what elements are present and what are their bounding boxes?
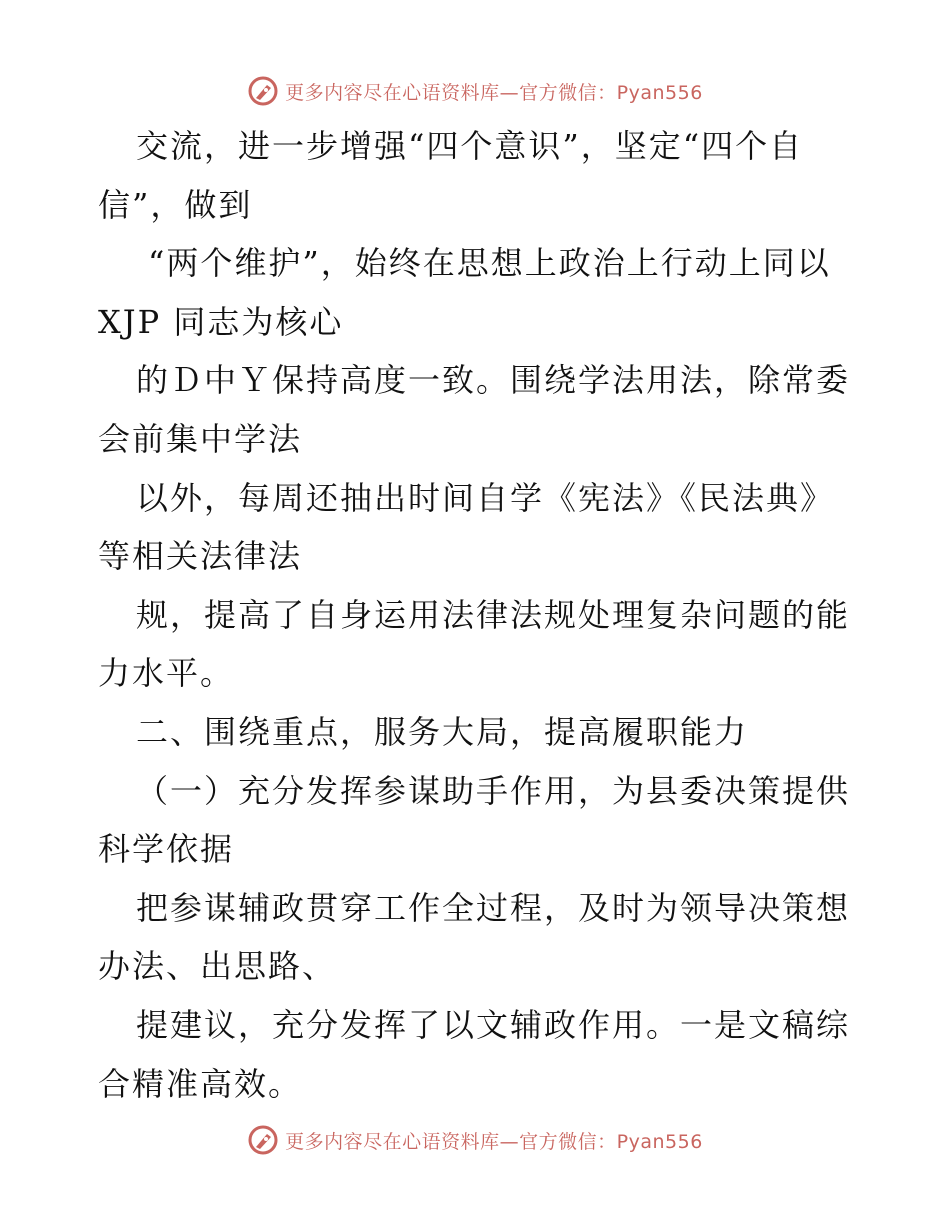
text-line: 信”，做到 [98,185,253,224]
footer-banner [0,1120,950,1160]
text-line: 规，提高了自身运用法律法规处理复杂问题的能 [136,595,851,634]
document-body [98,117,858,1113]
text-line: 合精准高效。 [98,1064,303,1103]
subsection-heading: （一）充分发挥参谋助手作用，为县委决策提供 [136,771,851,810]
text-line: 办法、出思路、 [98,947,337,986]
text-line: 科学依据 [98,830,235,869]
text-line: 提建议，充分发挥了以文辅政作用。一是文稿综 [136,1005,851,1044]
text-line: 把参谋辅政贯穿工作全过程，及时为领导决策想 [136,888,851,927]
text-line: “两个维护”，始终在思想上政治上行动上同以 [148,244,831,283]
text-line: 会前集中学法 [98,419,303,458]
header-banner [0,71,950,111]
text-line: 以外，每周还抽出时间自学《宪法》《民法典》 [136,478,835,517]
text-line: XJP 同志为核心 [98,302,344,341]
text-line: 交流，进一步增强“四个意识”，坚定“四个自 [136,127,804,165]
text-line: 的Ｄ中Ｙ保持高度一致。围绕学法用法，除常委 [136,361,851,400]
footer-banner-text: 更多内容尽在心语资料库—官方微信：Pyan556 [285,1130,703,1153]
section-heading: 二、围绕重点，服务大局，提高履职能力 [136,712,749,751]
header-banner-text: 更多内容尽在心语资料库—官方微信：Pyan556 [285,81,703,104]
text-line: 力水平。 [98,654,235,693]
pen-nib-circle-logo-icon [247,1124,279,1156]
pen-nib-circle-logo-icon [247,75,279,107]
text-line: 等相关法律法 [98,537,303,576]
